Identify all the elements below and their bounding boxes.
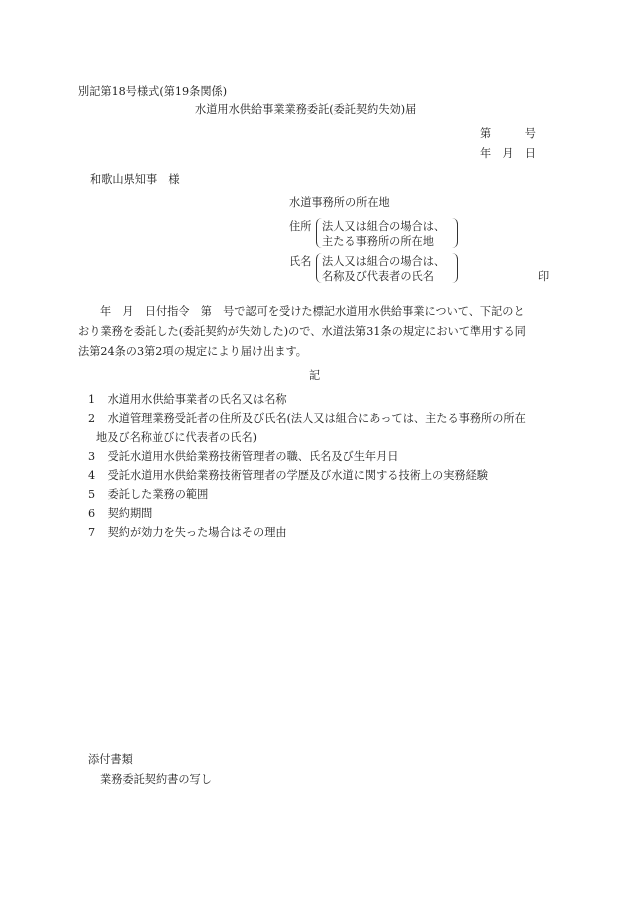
list-item	[88, 508, 152, 519]
ki-heading: 記	[309, 369, 321, 382]
attachment-item: 業務委託契約書の写し	[100, 773, 212, 786]
body-line-3: 法第24条の3第2項の規定により届け出ます。	[78, 345, 307, 358]
address-label: 住所	[289, 220, 312, 233]
list-item	[88, 527, 287, 538]
name-note-line1: 法人又は組合の場合は、	[322, 255, 446, 268]
address-note-line2: 主たる事務所の所在地	[322, 235, 434, 248]
attachments-heading: 添付書類	[88, 753, 133, 766]
item-number: 6	[88, 507, 96, 520]
item-number: 7	[88, 526, 96, 539]
item-text-continued: 地及び名称並びに代表者の氏名)	[96, 431, 257, 444]
list-item	[88, 413, 526, 424]
item-text: 水道管理業務受託者の住所及び氏名(法人又は組合にあっては、主たる事務所の所在	[107, 412, 526, 425]
item-number: 5	[88, 488, 96, 501]
reference-number-label: 第 号	[480, 127, 536, 140]
form-label: 別記第18号様式(第19条関係)	[78, 85, 228, 98]
item-text: 水道用水供給事業者の氏名又は名称	[107, 393, 287, 406]
item-number: 1	[88, 393, 96, 406]
body-line-2: おり業務を委託した(委託契約が失効した)ので、水道法第31条の規定において準用する同	[78, 325, 526, 338]
name-label: 氏名	[289, 255, 312, 268]
name-note-line2: 名称及び代表者の氏名	[322, 270, 434, 283]
item-text: 委託した業務の範囲	[107, 488, 209, 501]
item-text: 受託水道用水供給業務技術管理者の職、氏名及び生年月日	[107, 450, 399, 463]
item-number: 4	[88, 469, 96, 482]
list-item	[88, 451, 398, 462]
body-line-1: 年 月 日付指令 第 号で認可を受けた標記水道用水供給事業について、下記のと	[100, 305, 525, 318]
list-item	[88, 489, 208, 500]
item-text: 契約が効力を失った場合はその理由	[107, 526, 287, 539]
list-item	[88, 394, 287, 405]
document-title: 水道用水供給事業業務委託(委託契約失効)届	[195, 103, 417, 116]
item-text: 受託水道用水供給業務技術管理者の学歴及び水道に関する技術上の実務経験	[107, 469, 488, 482]
date-label: 年 月 日	[480, 147, 536, 160]
item-text: 契約期間	[107, 507, 153, 520]
item-number: 3	[88, 450, 96, 463]
office-location-label: 水道事務所の所在地	[289, 196, 390, 209]
address-note-line1: 法人又は組合の場合は、	[322, 220, 446, 233]
addressee: 和歌山県知事 様	[90, 173, 180, 186]
seal-mark: 印	[538, 270, 550, 283]
list-item	[88, 470, 488, 481]
item-number: 2	[88, 412, 96, 425]
